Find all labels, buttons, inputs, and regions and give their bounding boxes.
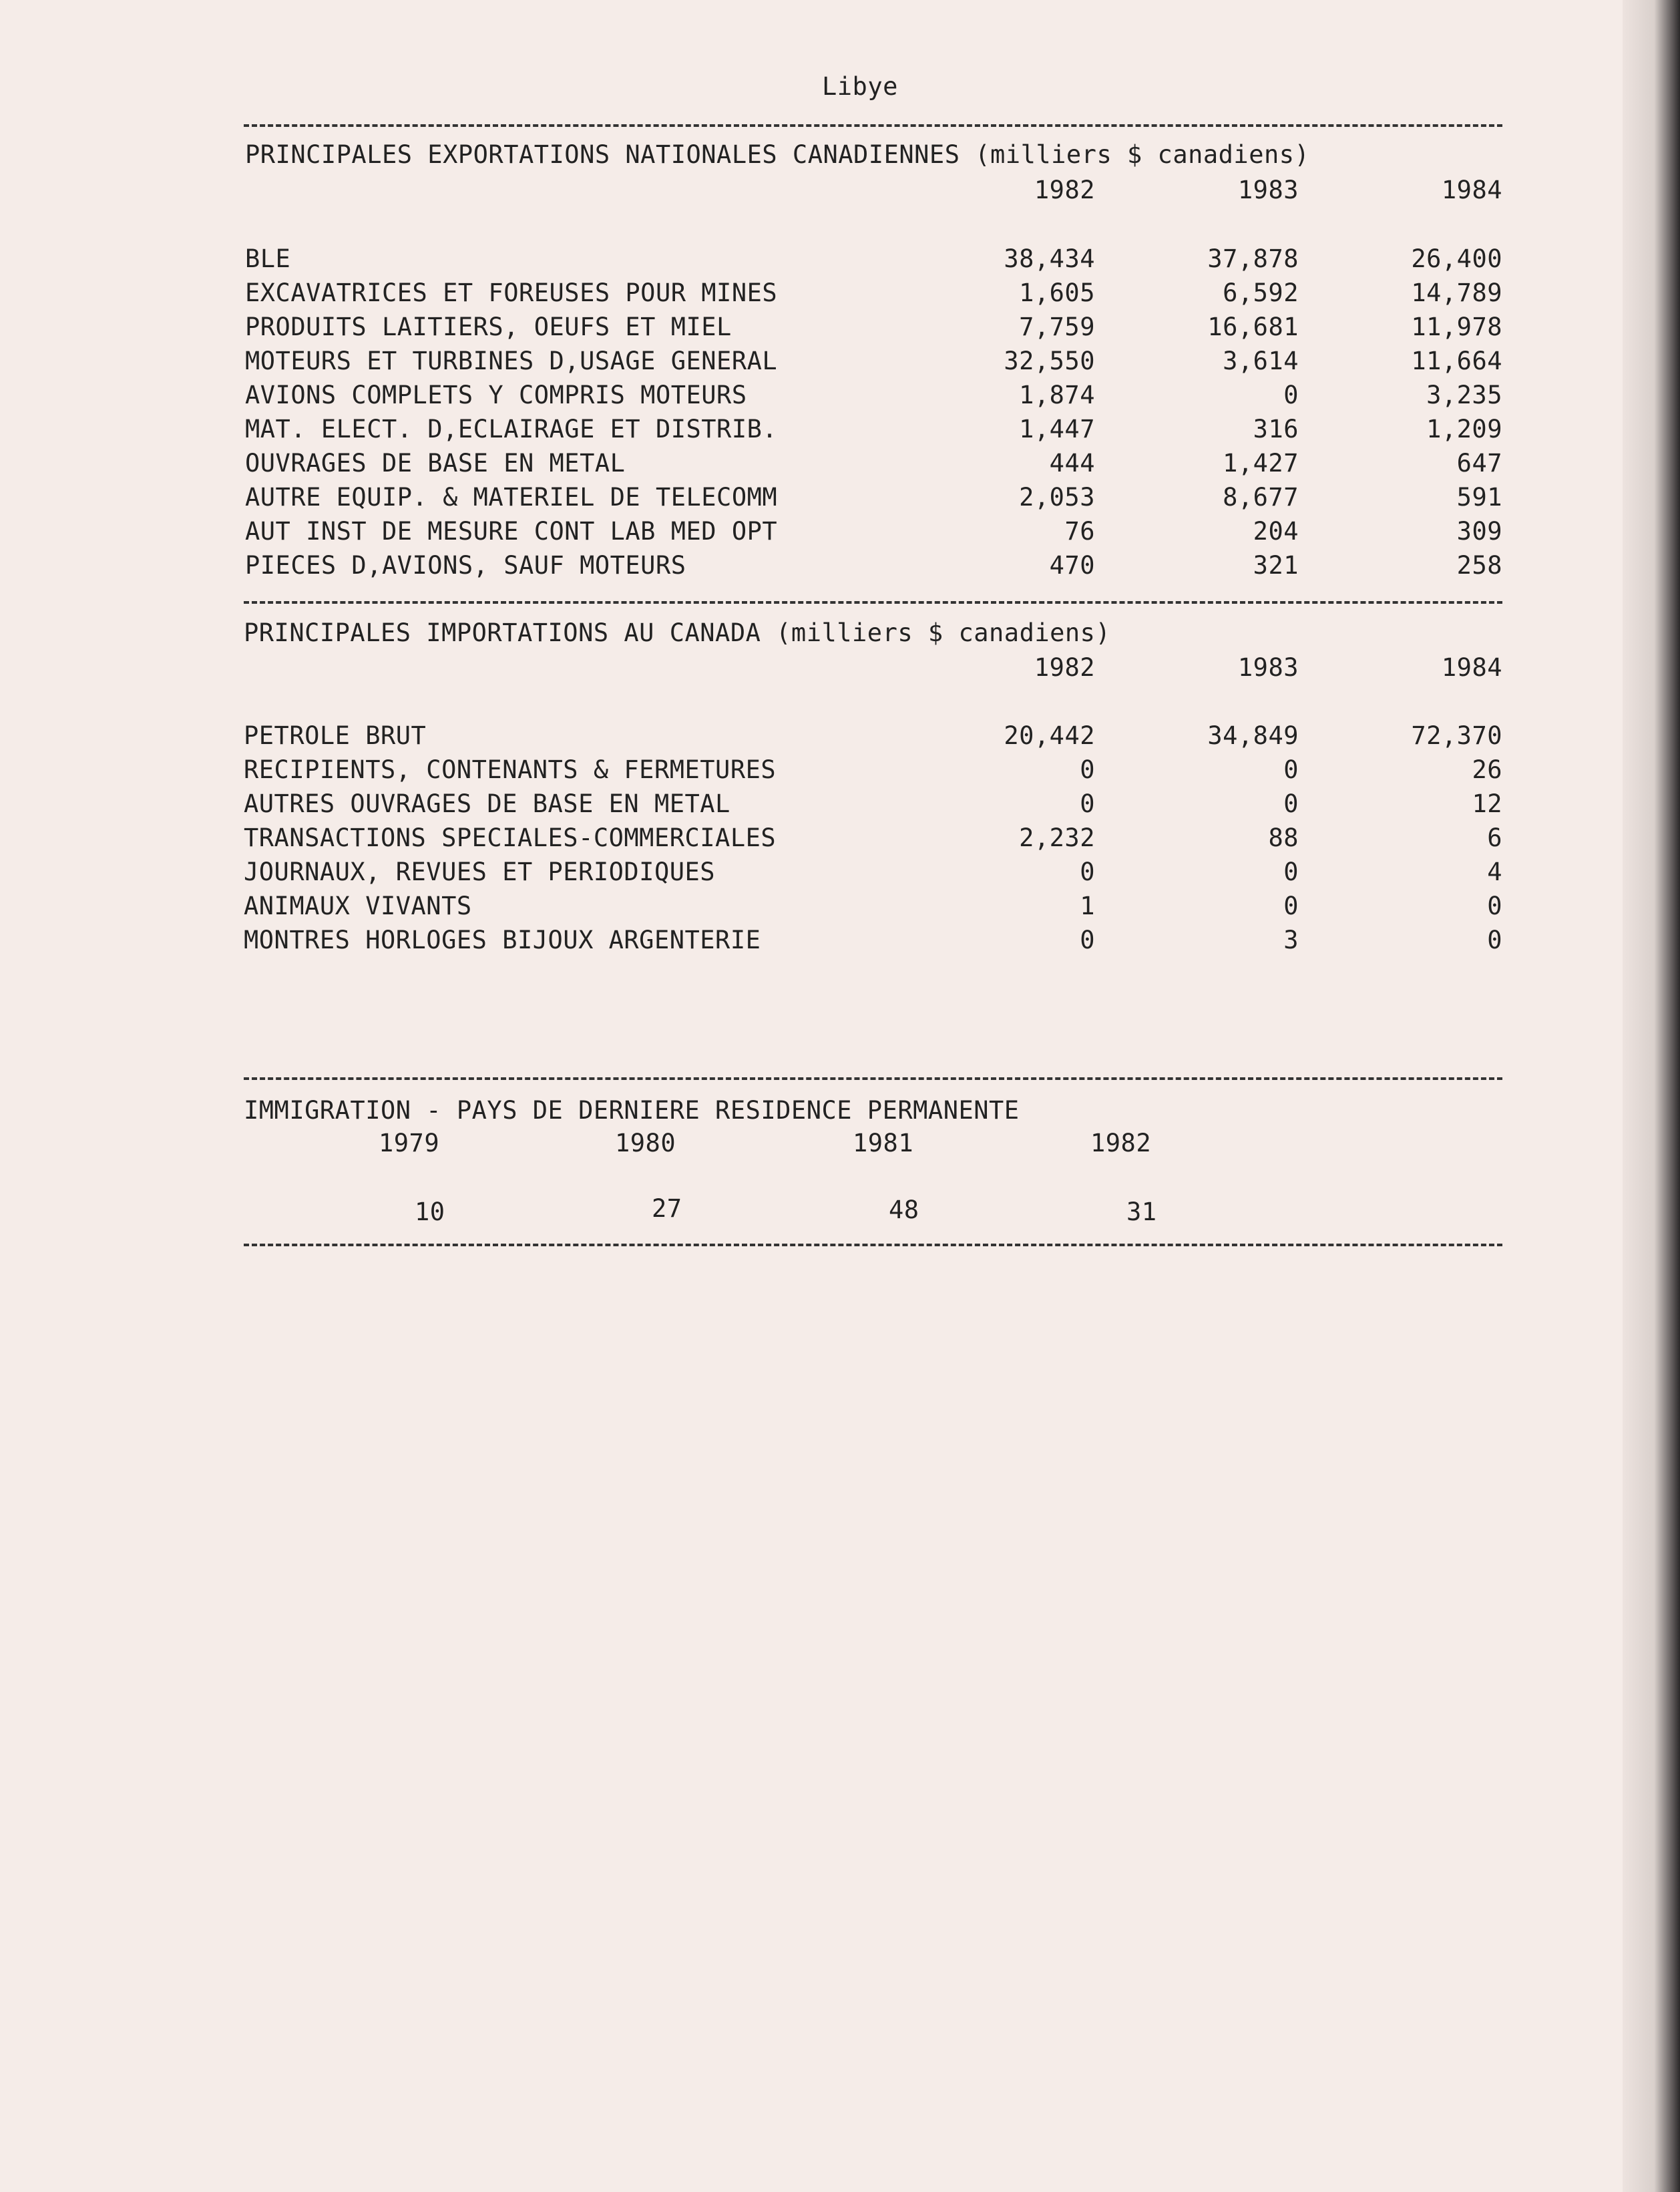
exports-value-1984: 3,235 xyxy=(1426,381,1502,409)
imports-value-1982: 0 xyxy=(1080,858,1095,886)
immigration-year-header: 1979 xyxy=(379,1129,440,1157)
imports-year-header: 1984 xyxy=(1441,653,1502,682)
imports-row-label: JOURNAUX, REVUES ET PERIODIQUES xyxy=(244,858,716,886)
exports-value-1983: 3,614 xyxy=(1223,347,1299,375)
imports-heading: PRINCIPALES IMPORTATIONS AU CANADA (milliers $ canadiens) xyxy=(244,618,1111,647)
imports-value-1984: 72,370 xyxy=(1411,721,1502,750)
imports-value-1982: 0 xyxy=(1080,789,1095,818)
exports-value-1982: 76 xyxy=(1064,517,1095,546)
exports-year-header: 1982 xyxy=(1034,176,1095,204)
imports-value-1983: 88 xyxy=(1268,824,1299,852)
exports-value-1983: 321 xyxy=(1253,551,1299,580)
exports-row-label: PIECES D,AVIONS, SAUF MOTEURS xyxy=(245,551,686,580)
page-title: Libye xyxy=(822,72,898,101)
exports-value-1982: 32,550 xyxy=(1004,347,1095,375)
exports-value-1982: 7,759 xyxy=(1019,313,1095,341)
imports-row-label: PETROLE BRUT xyxy=(244,721,427,750)
exports-value-1984: 309 xyxy=(1456,517,1502,546)
exports-year-header: 1983 xyxy=(1237,176,1299,204)
immigration-year-header: 1980 xyxy=(615,1129,676,1157)
exports-value-1984: 11,978 xyxy=(1411,313,1502,341)
imports-value-1982: 20,442 xyxy=(1004,721,1095,750)
immigration-heading: IMMIGRATION - PAYS DE DERNIERE RESIDENCE PERMANENTE xyxy=(244,1096,1020,1125)
exports-row-label: AUT INST DE MESURE CONT LAB MED OPT xyxy=(245,517,778,546)
imports-value-1984: 0 xyxy=(1487,926,1502,954)
imports-row-label: AUTRES OUVRAGES DE BASE EN METAL xyxy=(244,789,730,818)
immigration-value-1979: 10 xyxy=(415,1198,445,1226)
exports-value-1982: 1,874 xyxy=(1019,381,1095,409)
section-divider xyxy=(244,1077,1502,1080)
imports-value-1983: 34,849 xyxy=(1207,721,1299,750)
exports-row-label: EXCAVATRICES ET FOREUSES POUR MINES xyxy=(245,279,778,307)
imports-value-1984: 4 xyxy=(1487,858,1502,886)
exports-value-1982: 444 xyxy=(1049,449,1095,478)
imports-year-header: 1982 xyxy=(1034,653,1095,682)
imports-value-1982: 0 xyxy=(1080,926,1095,954)
exports-value-1982: 1,447 xyxy=(1019,415,1095,443)
immigration-value-1980: 27 xyxy=(652,1194,682,1223)
imports-value-1983: 0 xyxy=(1283,789,1299,818)
imports-row-label: ANIMAUX VIVANTS xyxy=(244,892,472,920)
exports-value-1982: 2,053 xyxy=(1019,483,1095,512)
immigration-value-1982: 31 xyxy=(1126,1198,1157,1226)
imports-value-1983: 3 xyxy=(1283,926,1299,954)
exports-value-1983: 1,427 xyxy=(1223,449,1299,478)
exports-row-label: MOTEURS ET TURBINES D,USAGE GENERAL xyxy=(245,347,778,375)
exports-value-1983: 0 xyxy=(1283,381,1299,409)
imports-year-header: 1983 xyxy=(1237,653,1299,682)
section-divider xyxy=(244,601,1502,604)
imports-value-1982: 2,232 xyxy=(1019,824,1095,852)
imports-value-1984: 26 xyxy=(1472,755,1502,784)
section-divider xyxy=(244,124,1502,127)
imports-value-1983: 0 xyxy=(1283,755,1299,784)
exports-year-header: 1984 xyxy=(1441,176,1502,204)
exports-value-1982: 1,605 xyxy=(1019,279,1095,307)
exports-row-label: BLE xyxy=(245,244,291,273)
exports-value-1984: 647 xyxy=(1456,449,1502,478)
exports-value-1984: 11,664 xyxy=(1411,347,1502,375)
imports-value-1984: 0 xyxy=(1487,892,1502,920)
exports-value-1983: 16,681 xyxy=(1207,313,1299,341)
imports-value-1982: 0 xyxy=(1080,755,1095,784)
imports-value-1982: 1 xyxy=(1080,892,1095,920)
exports-row-label: OUVRAGES DE BASE EN METAL xyxy=(245,449,626,478)
imports-value-1983: 0 xyxy=(1283,858,1299,886)
exports-row-label: MAT. ELECT. D,ECLAIRAGE ET DISTRIB. xyxy=(245,415,778,443)
exports-value-1983: 204 xyxy=(1253,517,1299,546)
exports-row-label: PRODUITS LAITIERS, OEUFS ET MIEL xyxy=(245,313,732,341)
exports-value-1983: 6,592 xyxy=(1223,279,1299,307)
immigration-year-header: 1982 xyxy=(1090,1129,1152,1157)
imports-row-label: MONTRES HORLOGES BIJOUX ARGENTERIE xyxy=(244,926,761,954)
imports-value-1983: 0 xyxy=(1283,892,1299,920)
exports-value-1984: 14,789 xyxy=(1411,279,1502,307)
exports-value-1984: 26,400 xyxy=(1411,244,1502,273)
exports-row-label: AVIONS COMPLETS Y COMPRIS MOTEURS xyxy=(245,381,747,409)
imports-row-label: RECIPIENTS, CONTENANTS & FERMETURES xyxy=(244,755,777,784)
exports-value-1983: 37,878 xyxy=(1207,244,1299,273)
exports-value-1982: 470 xyxy=(1049,551,1095,580)
exports-value-1983: 316 xyxy=(1253,415,1299,443)
immigration-value-1981: 48 xyxy=(889,1196,919,1224)
imports-row-label: TRANSACTIONS SPECIALES-COMMERCIALES xyxy=(244,824,777,852)
exports-heading: PRINCIPALES EXPORTATIONS NATIONALES CANADIENNES (milliers $ canadiens) xyxy=(245,140,1310,169)
imports-value-1984: 12 xyxy=(1472,789,1502,818)
section-divider xyxy=(244,1244,1502,1246)
page-edge-shadow xyxy=(1623,0,1680,2192)
immigration-year-header: 1981 xyxy=(853,1129,914,1157)
exports-value-1982: 38,434 xyxy=(1004,244,1095,273)
exports-value-1983: 8,677 xyxy=(1223,483,1299,512)
imports-value-1984: 6 xyxy=(1487,824,1502,852)
exports-value-1984: 1,209 xyxy=(1426,415,1502,443)
exports-row-label: AUTRE EQUIP. & MATERIEL DE TELECOMM xyxy=(245,483,778,512)
exports-value-1984: 591 xyxy=(1456,483,1502,512)
exports-value-1984: 258 xyxy=(1456,551,1502,580)
